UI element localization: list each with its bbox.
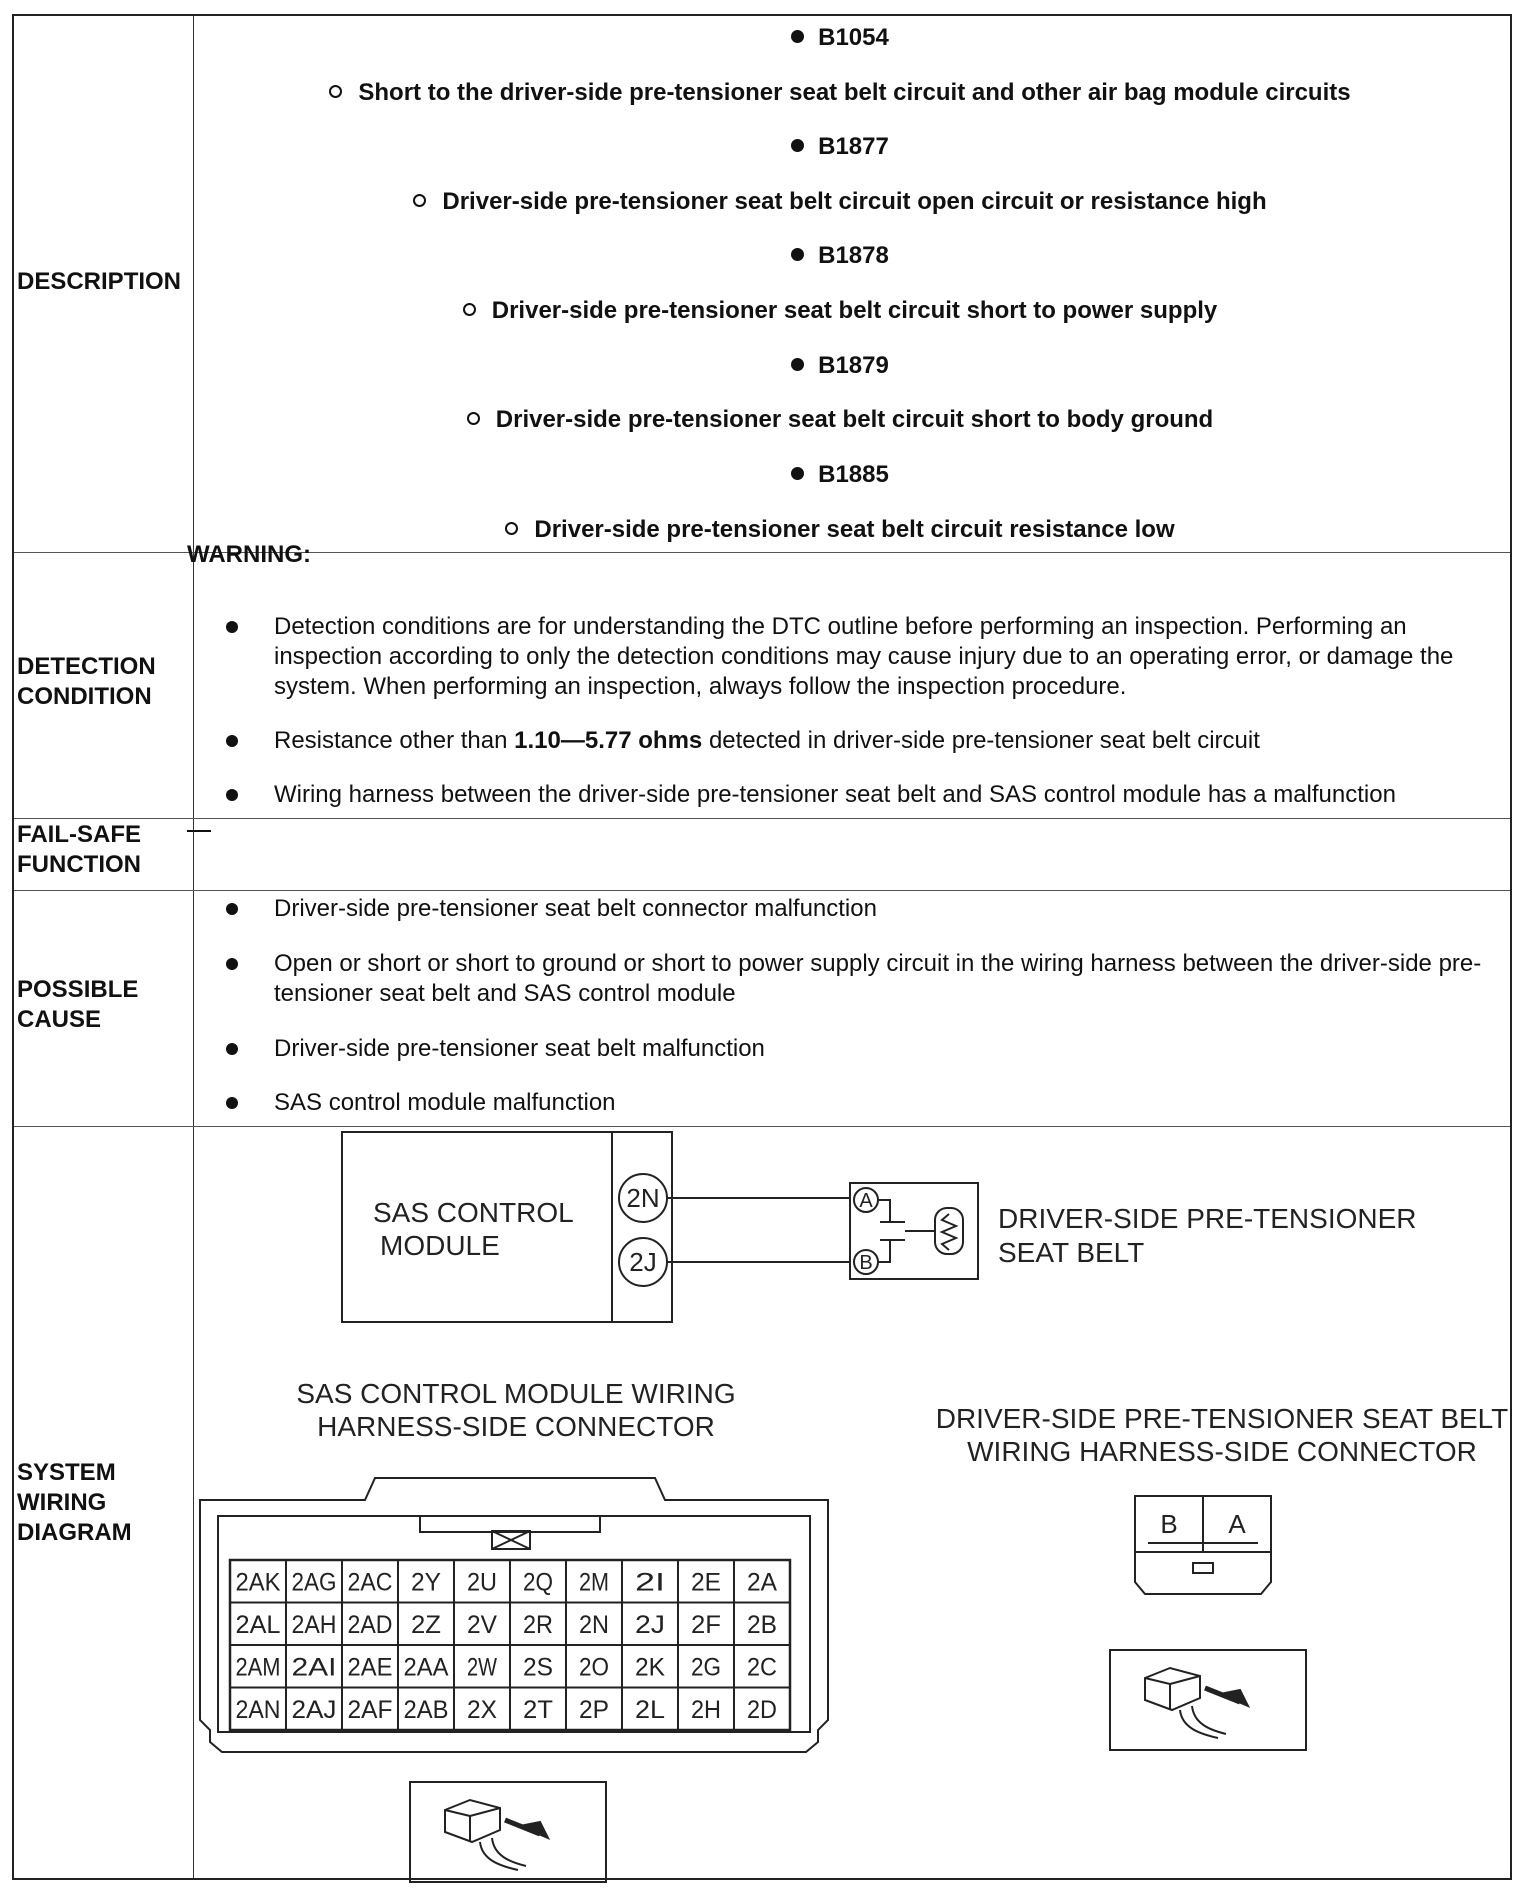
connector-pin-label: 2AL xyxy=(235,1610,281,1639)
connector-pin-label: 2A xyxy=(747,1568,778,1597)
pretensioner-title: SEAT BELT xyxy=(998,1237,1145,1268)
connector-pin-label: 2AE xyxy=(347,1653,393,1682)
belt-connector-title: WIRING HARNESS-SIDE CONNECTOR xyxy=(967,1436,1477,1467)
dtc-code-item: B1054 xyxy=(182,24,1498,52)
dtc-code-item: B1878 xyxy=(182,242,1498,270)
connector-pin-label: 2U xyxy=(467,1568,497,1597)
connector-pin-label: 2N xyxy=(579,1610,609,1639)
connector-pin-label: 2F xyxy=(691,1610,721,1639)
connector-pin-label: 2G xyxy=(691,1653,721,1682)
connector-pin-label: 2AD xyxy=(347,1610,393,1639)
connector-pin-label: 2AN xyxy=(235,1695,281,1724)
detection-item: Resistance other than 1.10—5.77 ohms detected in driver-side pre-tensioner seat belt circuit xyxy=(226,726,1486,756)
detection-label: DETECTION CONDITION xyxy=(17,653,156,710)
dtc-code-item: B1877 xyxy=(182,133,1498,161)
pin-label: 2N xyxy=(626,1183,660,1213)
wiring-label: SYSTEM WIRING DIAGRAM xyxy=(17,1459,132,1546)
belt-connector xyxy=(1135,1496,1271,1594)
connector-pin-label: 2C xyxy=(747,1653,777,1682)
connector-pin-label: 2Z xyxy=(411,1610,441,1639)
connector-pin-label: 2B xyxy=(747,1610,777,1639)
belt-pin-label: A xyxy=(1228,1509,1246,1539)
connector-pin-label: 2AJ xyxy=(291,1695,337,1724)
connector-pin-label: 2I xyxy=(635,1568,665,1597)
connector-pin-label: 2V xyxy=(467,1610,498,1639)
connector-pin-label: 2M xyxy=(579,1568,609,1597)
connector-pin-label: 2AF xyxy=(347,1695,393,1724)
connector-pin-label: 2AI xyxy=(291,1653,337,1682)
connector-pin-label: 2J xyxy=(635,1610,665,1639)
dtc-detail-item: Driver-side pre-tensioner seat belt circuit short to power supply xyxy=(182,297,1498,325)
pin-label: A xyxy=(859,1190,873,1212)
sas-module-name: SAS CONTROL xyxy=(373,1197,574,1228)
detection-item: Wiring harness between the driver-side pre-tensioner seat belt and SAS control module has a malfunction xyxy=(226,780,1486,810)
connector-pin-label: 2S xyxy=(523,1653,553,1682)
connector-pin-label: 2AG xyxy=(291,1568,337,1597)
dtc-code-item: B1879 xyxy=(182,352,1498,380)
module-connector-title: HARNESS-SIDE CONNECTOR xyxy=(317,1411,715,1442)
connector-pin-label: 2T xyxy=(523,1695,553,1724)
dtc-detail-item: Driver-side pre-tensioner seat belt circuit short to body ground xyxy=(182,406,1498,434)
connector-pin-label: 2D xyxy=(747,1695,777,1724)
dtc-code-item: B1885 xyxy=(182,461,1498,489)
connector-pin-label: 2AH xyxy=(291,1610,337,1639)
connector-pin-label: 2H xyxy=(691,1695,721,1724)
belt-connector-title: DRIVER-SIDE PRE-TENSIONER SEAT BELT xyxy=(935,1403,1509,1434)
connector-pin-label: 2AA xyxy=(403,1653,449,1682)
description-label: DESCRIPTION xyxy=(17,268,182,295)
connector-pin-label: 2K xyxy=(635,1653,666,1682)
connector-pin-label: 2O xyxy=(579,1653,609,1682)
connector-pin-label: 2E xyxy=(691,1568,721,1597)
connector-pin-label: 2R xyxy=(523,1610,553,1639)
pretensioner-title: DRIVER-SIDE PRE-TENSIONER xyxy=(998,1203,1417,1234)
cause-item: Open or short or short to ground or short to power supply circuit in the wiring harness between the driver-side pre-tensioner seat belt and SAS control module xyxy=(226,949,1486,1009)
detection-item: Detection conditions are for understanding the DTC outline before performing an inspection. Performing an inspection according to only the detection conditions may cause injury due to an operating error, or damage the system. When performing an inspection, always follow the inspection procedure. xyxy=(226,612,1486,702)
connector-pin-label: 2L xyxy=(635,1695,666,1724)
pin-label: B xyxy=(859,1252,873,1274)
warning-heading: WARNING: xyxy=(187,541,311,568)
connector-pin-label: 2Y xyxy=(411,1568,442,1597)
connector-pin-label: 2AK xyxy=(235,1568,281,1597)
connector-pin-label: 2AB xyxy=(403,1695,449,1724)
dtc-detail-item: Short to the driver-side pre-tensioner seat belt circuit and other air bag module circuits xyxy=(182,79,1498,107)
module-connector-title: SAS CONTROL MODULE WIRING xyxy=(296,1378,736,1409)
cause-item: SAS control module malfunction xyxy=(226,1088,1486,1118)
cause-item: Driver-side pre-tensioner seat belt connector malfunction xyxy=(226,894,1486,924)
connector-pin-label: 2AM xyxy=(235,1653,281,1682)
dtc-detail-item: Driver-side pre-tensioner seat belt circuit resistance low xyxy=(182,516,1498,544)
connector-pin-label: 2W xyxy=(467,1653,498,1682)
connector-pin-label: 2X xyxy=(467,1695,498,1724)
dtc-detail-item: Driver-side pre-tensioner seat belt circuit open circuit or resistance high xyxy=(182,188,1498,216)
belt-pin-label: B xyxy=(1160,1509,1178,1539)
connector-view-icon xyxy=(1110,1650,1306,1750)
cause-label: POSSIBLE CAUSE xyxy=(17,976,139,1033)
cause-item: Driver-side pre-tensioner seat belt malfunction xyxy=(226,1034,1486,1064)
failsafe-label: FAIL-SAFE FUNCTION xyxy=(17,821,141,878)
pin-label: 2J xyxy=(629,1247,657,1277)
connector-pin-label: 2Q xyxy=(523,1568,553,1597)
sas-module-name: MODULE xyxy=(380,1230,500,1261)
connector-view-icon xyxy=(410,1782,606,1882)
connector-pin-label: 2AC xyxy=(347,1568,393,1597)
connector-pin-label: 2P xyxy=(579,1695,609,1724)
